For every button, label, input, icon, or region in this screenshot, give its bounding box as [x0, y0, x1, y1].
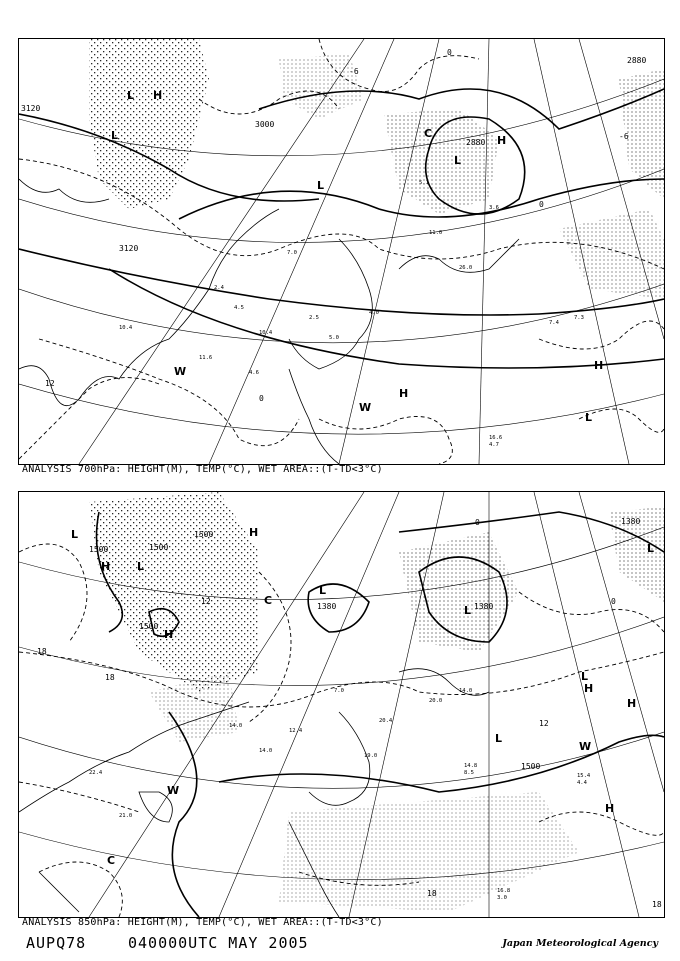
height-label: 3000 [255, 120, 275, 129]
agency-name: Japan Meteorological Agency [502, 938, 658, 949]
svg-text:11.0: 11.0 [429, 230, 443, 236]
map-panel-850hpa [18, 491, 665, 918]
center-label: H [497, 134, 507, 147]
center-label: L [319, 584, 327, 597]
svg-text:2.4: 2.4 [214, 285, 224, 291]
temp-label: -6 [619, 132, 629, 141]
center-label: W [579, 740, 592, 753]
svg-text:20.0: 20.0 [429, 698, 443, 704]
svg-text:4.5: 4.5 [234, 305, 244, 311]
svg-text:10.4: 10.4 [119, 325, 133, 331]
center-label: C [107, 854, 116, 867]
svg-text:22.4: 22.4 [89, 770, 103, 776]
svg-text:4.4: 4.4 [577, 780, 587, 786]
coastlines [19, 179, 519, 464]
center-label: W [174, 365, 187, 378]
panel-caption-850hpa: ANALYSIS 850hPa: HEIGHT(M), TEMP(°C), WET AREA::(T-TD<3°C) [22, 917, 383, 928]
temp-label: 18 [105, 673, 115, 682]
svg-text:2.5: 2.5 [309, 315, 319, 321]
svg-text:7.0: 7.0 [334, 688, 344, 694]
temp-label: 0 [447, 48, 452, 57]
height-label: 3120 [21, 104, 41, 113]
center-label: L [137, 560, 145, 573]
center-label: H [153, 89, 163, 102]
center-label: W [359, 401, 372, 414]
svg-text:26.0: 26.0 [459, 265, 473, 271]
svg-text:12.4: 12.4 [289, 728, 303, 734]
temp-label: -6 [349, 67, 359, 76]
panel-caption-700hpa: ANALYSIS 700hPa: HEIGHT(M), TEMP(°C), WET AREA::(T-TD<3°C) [22, 464, 383, 475]
height-label: 1380 [621, 517, 641, 526]
svg-text:3.0: 3.0 [497, 895, 507, 901]
map-850hpa-canvas [19, 492, 664, 917]
temp-label: 0 [475, 518, 480, 527]
height-label: 1500 [194, 530, 214, 539]
height-label: 3120 [119, 244, 139, 253]
center-label: W [167, 784, 180, 797]
center-label: H [594, 359, 604, 372]
temp-label: 12 [539, 719, 549, 728]
center-label: H [249, 526, 259, 539]
temp-label: 0 [539, 200, 544, 209]
center-label: H [101, 560, 111, 573]
center-label: L [317, 179, 325, 192]
temp-label: 12 [45, 379, 55, 388]
bulletin-time: 040000UTC MAY 2005 [128, 934, 309, 952]
height-label: 1500 [521, 762, 541, 771]
temp-label: 0 [611, 597, 616, 606]
center-label: H [584, 682, 594, 695]
svg-text:7.0: 7.0 [287, 250, 297, 256]
center-label: L [581, 670, 589, 683]
center-label: C [264, 594, 273, 607]
svg-text:21.0: 21.0 [119, 813, 133, 819]
svg-text:3.6: 3.6 [489, 205, 499, 211]
center-label: H [605, 802, 615, 815]
svg-text:8.5: 8.5 [464, 770, 474, 776]
svg-text:14.0: 14.0 [229, 723, 243, 729]
center-label: L [127, 89, 135, 102]
height-label: 2880 [627, 56, 647, 65]
svg-text:14.8: 14.8 [464, 763, 478, 769]
map-panel-700hpa [18, 38, 665, 465]
center-label: L [495, 732, 503, 745]
center-label: C [424, 127, 433, 140]
svg-text:14.0: 14.0 [459, 688, 473, 694]
bulletin-id: AUPQ78 [26, 934, 87, 952]
temp-label: 18 [652, 900, 662, 909]
temp-label: 0 [259, 394, 264, 403]
svg-text:4.6: 4.6 [249, 370, 259, 376]
center-label: L [454, 154, 462, 167]
center-label: L [111, 129, 119, 142]
svg-text:5.1: 5.1 [419, 180, 429, 186]
center-label: L [71, 528, 79, 541]
wet-area-shading [89, 39, 664, 299]
svg-text:11.6: 11.6 [199, 355, 213, 361]
center-label: H [627, 697, 637, 710]
temp-label: 18 [37, 647, 47, 656]
svg-text:10.4: 10.4 [259, 330, 273, 336]
svg-text:16.8: 16.8 [497, 888, 511, 894]
height-label: 1500 [149, 543, 169, 552]
svg-text:14.0: 14.0 [259, 748, 273, 754]
temp-label: 12 [201, 597, 211, 606]
svg-text:15.4: 15.4 [577, 773, 591, 779]
svg-text:7.4: 7.4 [549, 320, 559, 326]
map-700hpa-canvas [19, 39, 664, 464]
svg-text:19.0: 19.0 [364, 753, 378, 759]
height-label: 1500 [89, 545, 109, 554]
center-label: L [647, 542, 655, 555]
center-label: H [399, 387, 409, 400]
center-label: H [164, 628, 174, 641]
svg-text:16.6: 16.6 [489, 435, 503, 441]
height-label: 1500 [139, 622, 159, 631]
temp-label: 18 [427, 889, 437, 898]
svg-text:4.0: 4.0 [369, 310, 379, 316]
svg-text:4.7: 4.7 [489, 442, 499, 448]
center-label: L [585, 411, 593, 424]
height-label: 1380 [317, 602, 337, 611]
svg-text:7.3: 7.3 [574, 315, 584, 321]
svg-text:20.4: 20.4 [379, 718, 393, 724]
height-label: 2880 [466, 138, 486, 147]
svg-text:5.0: 5.0 [329, 335, 339, 341]
wet-area-shading [89, 492, 664, 912]
height-label: 1380 [474, 602, 494, 611]
center-label: L [464, 604, 472, 617]
